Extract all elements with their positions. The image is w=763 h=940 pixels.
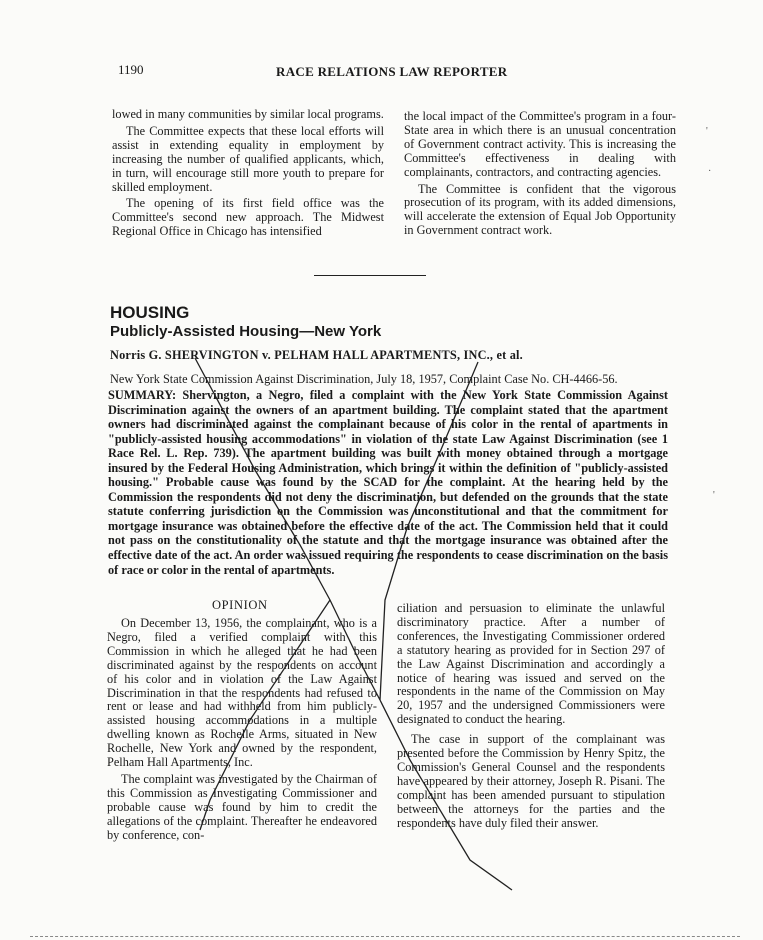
case-title: Norris G. SHERVINGTON v. PELHAM HALL APARTMENTS, INC., et al. bbox=[110, 348, 523, 362]
section-title: HOUSING bbox=[110, 303, 190, 322]
paragraph: On December 13, 1956, the complainant, who is a Negro, filed a verified complaint with this Commission in which he alleged that he had been discriminated against by the respondents on account of his color and in violation of the Law Against Discrimination in that the respondents had refused to rent or lease and had withheld from him publicly-assisted housing accommodations in a multiple dwelling known as Rochelle Arms, situated in New Rochelle, New York and owned by the respondent, Pelham Hall Apartments, Inc. bbox=[107, 616, 377, 770]
section-divider bbox=[314, 275, 426, 276]
top-left-column bbox=[112, 108, 384, 239]
case-summary bbox=[108, 388, 668, 577]
margin-mark: ' bbox=[706, 126, 708, 137]
summary-text: Shervington, a Negro, filed a complaint with the New York State Commission Against Discrimination against the owners of an apartment building. The complaint stated that the apartment owners had discriminated against the complainant because of his color in the rental of apartments in "publicly-assisted housing accommodations" in violation of the state Law Against Discrimination (see 1 Race Rel. L. Rep. 739). The apartment building was built with money obtained through a mortgage insured by the Federal Housing Administration, which brings it within the definition of "publicly-assisted housing." Probable cause was found by the SCAD for the complaint. At the hearing held by the Commission the respondents did not deny the discrimination, but defended on the grounds that the state statute conferring jurisdiction on the Commission was unconstitutional and that the commitment for mortgage insurance was obtained before the effective date of the act. The Commission held that it could not pass on the constitutionality of the statute and that the mortgage insurance was obtained after the effective date of the act. An order was issued requiring the respondents to cease discrimination on the basis of race or color in the rental of apartments. bbox=[108, 388, 668, 577]
paragraph: ciliation and persuasion to eliminate the unlawful discriminatory practice. After a number of conferences, the Investigating Commissioner ordered a statutory hearing as provided for in Section 297 of the Law Against Discrimination and accordingly a notice of hearing was issued and served on the respondents in the name of the Commission on May 20, 1957 and the undersigned Commissioners were designated to conduct the hearing. bbox=[397, 601, 665, 727]
paragraph: the local impact of the Committee's program in a four-State area in which there is an unusual concentration of Government contract activity. This is increasing the Committee's effectiveness in dealing with complainants, contractors, and contracting agencies. bbox=[404, 109, 676, 179]
page-bottom-edge bbox=[30, 936, 740, 937]
margin-mark: ' bbox=[713, 490, 715, 501]
paragraph: The complaint was investigated by the Chairman of this Commission as Investigating Commissioner and probable cause was found by him to credit the allegations of the complaint. Thereafter he endeavored by conference, con- bbox=[107, 771, 377, 842]
opinion-right-column bbox=[397, 602, 665, 831]
paragraph: The Committee is confident that the vigorous prosecution of its program, with its added dimensions, will accelerate the extension of Equal Job Opportunity in Government contract work. bbox=[404, 181, 676, 238]
paragraph: The case in support of the complainant was presented before the Commission by Henry Spitz, the Commission's General Counsel and the respondents have appeared by their attorney, Joseph R. Pisani. The complaint has been amended pursuant to stipulation between the attorneys for the parties and the respondents have duly filed their answer. bbox=[397, 732, 665, 830]
top-right-column bbox=[404, 110, 676, 238]
paragraph: lowed in many communities by similar local programs. bbox=[112, 107, 384, 121]
page-number: 1190 bbox=[118, 62, 144, 77]
opinion-left-column bbox=[107, 617, 377, 843]
paragraph: The Committee expects that these local efforts will assist in extending equality in employment by increasing the number of qualified applicants, which, in turn, will encourage still more youth to prepare for skilled employment. bbox=[112, 123, 384, 194]
summary-label: SUMMARY: bbox=[108, 388, 177, 402]
margin-mark: · bbox=[708, 166, 712, 177]
opinion-heading: OPINION bbox=[212, 598, 268, 612]
case-source: New York State Commission Against Discrimination, July 18, 1957, Complaint Case No. CH-4466-56. bbox=[110, 372, 618, 386]
subsection-title: Publicly-Assisted Housing—New York bbox=[110, 323, 382, 340]
paragraph: The opening of its first field office was the Committee's second new approach. The Midwest Regional Office in Chicago has intensified bbox=[112, 196, 384, 239]
running-head: RACE RELATIONS LAW REPORTER bbox=[276, 64, 508, 79]
